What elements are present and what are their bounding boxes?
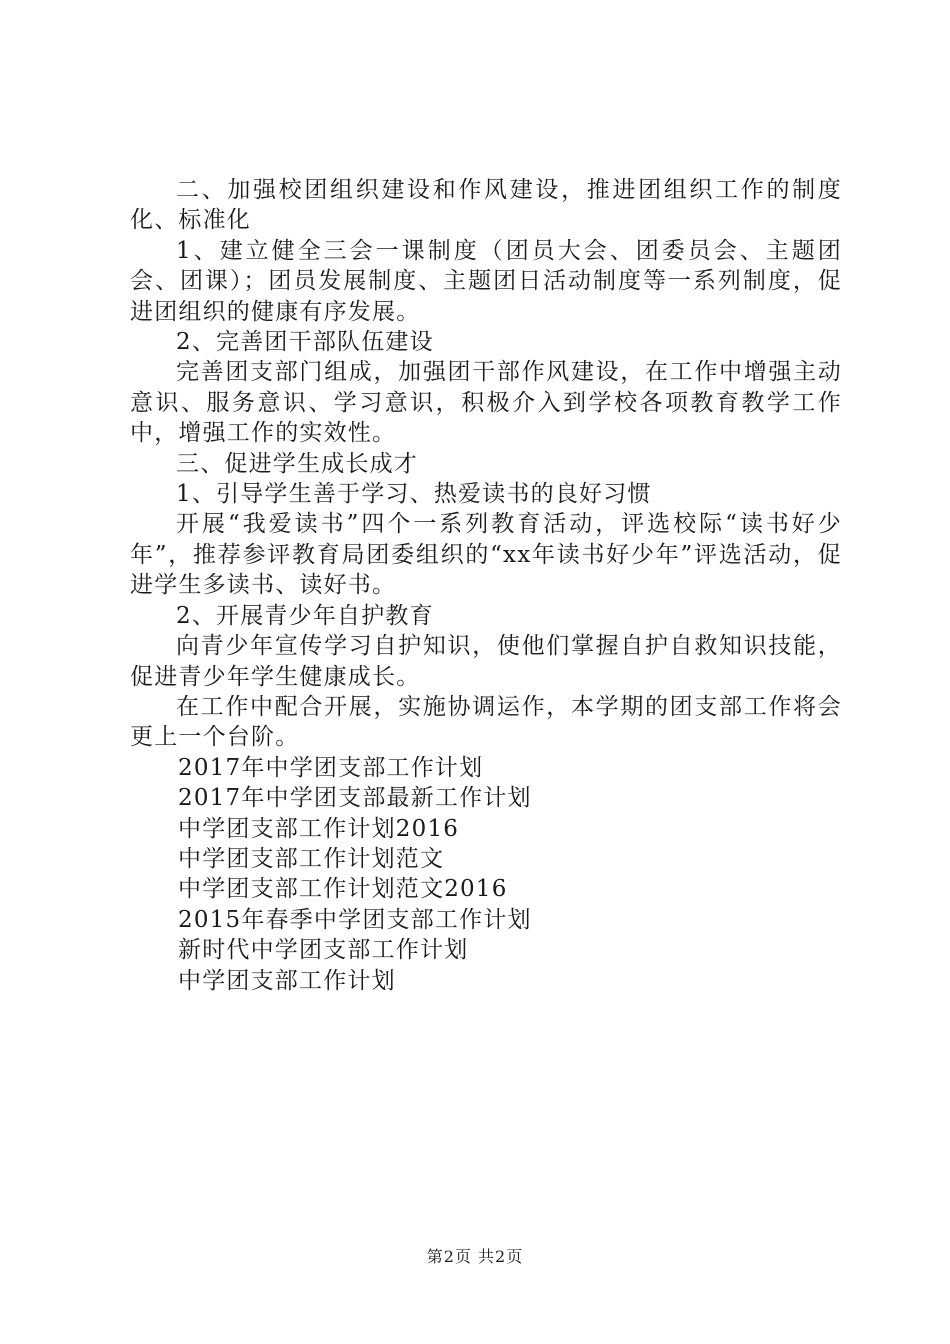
section-heading: 二、加强校团组织建设和作风建设，推进团组织工作的制度化、标准化 — [130, 177, 842, 234]
related-link[interactable]: 新时代中学团支部工作计划 — [178, 937, 469, 964]
related-link[interactable]: 2017年中学团支部工作计划 — [178, 754, 484, 781]
subsection-heading: 2、开展青少年自护教育 — [176, 602, 434, 629]
related-link[interactable]: 2015年春季中学团支部工作计划 — [178, 906, 532, 933]
section-heading: 三、促进学生成长成才 — [176, 450, 418, 477]
related-link[interactable]: 中学团支部工作计划 — [178, 967, 396, 994]
subsection-heading: 1、引导学生善于学习、热爱读书的良好习惯 — [176, 481, 652, 508]
subsection-heading: 2、完善团干部队伍建设 — [176, 329, 434, 356]
body-paragraph: 开展“我爱读书”四个一系列教育活动，评选校际“读书好少年”，推荐参评教育局团委组织的“xx年读书好少年”评选活动，促进学生多读书、读好书。 — [130, 511, 842, 599]
body-paragraph: 完善团支部门组成，加强团干部作风建设，在工作中增强主动意识、服务意识、学习意识，积极介入到学校各项教育教学工作中，增强工作的实效性。 — [130, 359, 842, 447]
document-body — [130, 175, 842, 996]
page-number-footer: 第2页 共2页 — [426, 1247, 524, 1266]
related-link[interactable]: 中学团支部工作计划2016 — [178, 815, 460, 842]
related-link[interactable]: 中学团支部工作计划范文 — [178, 845, 445, 872]
related-links-list — [130, 753, 842, 996]
related-link[interactable]: 中学团支部工作计划范文2016 — [178, 876, 508, 903]
body-paragraph: 向青少年宣传学习自护知识，使他们掌握自护自救知识技能，促进青少年学生健康成长。 — [130, 633, 842, 690]
body-paragraph: 1、建立健全三会一课制度（团员大会、团委员会、主题团会、团课）；团员发展制度、主题团日活动制度等一系列制度，促进团组织的健康有序发展。 — [130, 237, 842, 325]
related-link[interactable]: 2017年中学团支部最新工作计划 — [178, 785, 532, 812]
body-paragraph: 在工作中配合开展，实施协调运作，本学期的团支部工作将会更上一个台阶。 — [130, 693, 842, 751]
